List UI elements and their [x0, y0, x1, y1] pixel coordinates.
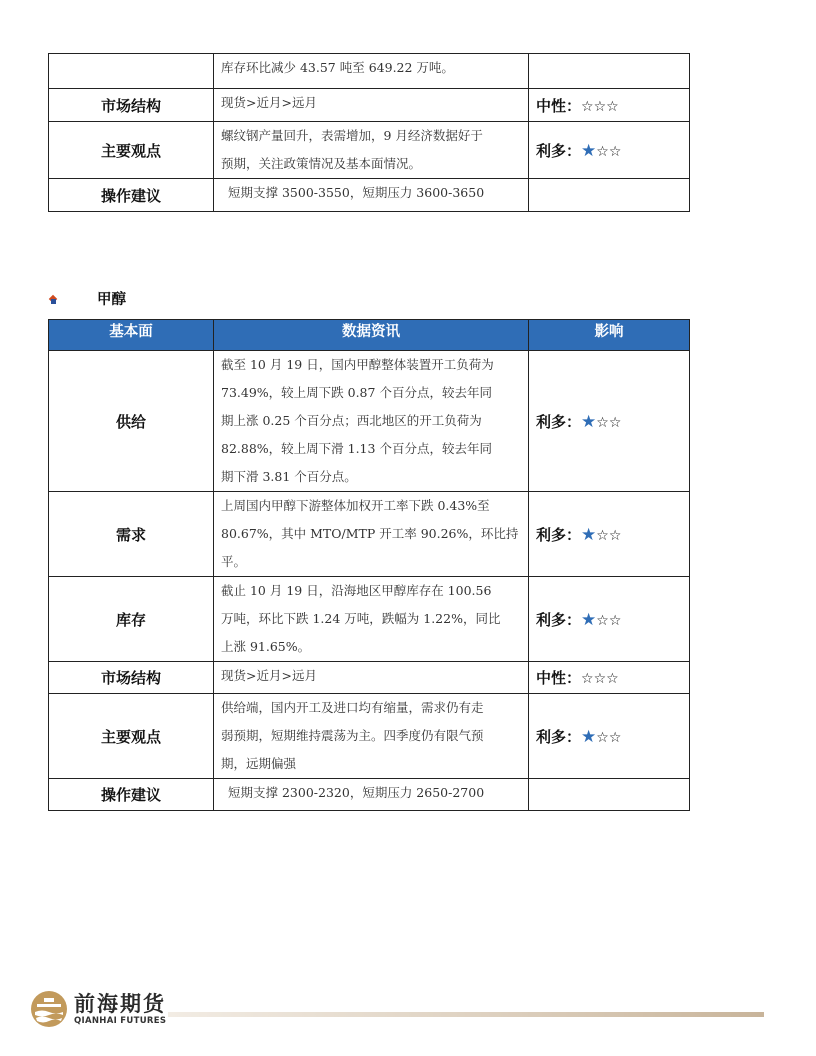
row-impact	[529, 54, 690, 89]
header-fundamentals: 基本面	[49, 320, 214, 351]
empty-star-icon: ☆	[596, 143, 609, 160]
row-content	[214, 492, 529, 577]
content-line: 80.67%，其中 MTO/MTP 开工率 90.26%，环比持	[221, 526, 519, 541]
empty-star-icon: ☆	[596, 527, 609, 544]
filled-star-icon: ★	[581, 726, 597, 747]
content-line: 万吨，环比下跌 1.24 万吨，跌幅为 1.22%，同比	[221, 611, 501, 626]
table-row	[49, 122, 690, 179]
row-impact	[529, 779, 690, 811]
table-row	[49, 179, 690, 212]
row-impact	[529, 662, 690, 694]
empty-star-icon: ☆	[608, 612, 622, 629]
content-line: 上涨 91.65%。	[221, 639, 311, 654]
content-line: 短期支撑 3500-3550，短期压力 3600-3650	[228, 185, 485, 200]
table-row	[49, 779, 690, 811]
empty-star-icon: ☆	[596, 414, 609, 431]
content-line: 供给端，国内开工及进口均有缩量，需求仍有走	[221, 700, 484, 715]
impact-label: 利多：	[536, 141, 582, 160]
row-label: 主要观点	[49, 694, 214, 779]
row-impact	[529, 122, 690, 179]
content-line: 82.88%，较上周下滑 1.13 个百分点，较去年同	[221, 441, 492, 456]
table-row	[49, 694, 690, 779]
content-line: 现货>近月>远月	[221, 95, 317, 110]
impact-label: 中性：	[536, 96, 582, 115]
company-logo	[30, 990, 166, 1028]
methanol-analysis-table	[48, 319, 690, 811]
methanol-section-heading	[48, 288, 126, 309]
content-line: 期上涨 0.25 个百分点；西北地区的开工负荷为	[221, 413, 482, 428]
row-label: 需求	[49, 492, 214, 577]
filled-star-icon: ★	[581, 140, 597, 161]
table-row	[49, 662, 690, 694]
content-line: 期下滑 3.81 个百分点。	[221, 469, 357, 484]
impact-label: 利多：	[536, 412, 582, 431]
section-title: 甲醇	[97, 292, 126, 308]
content-line: 螺纹钢产量回升，表需增加，9 月经济数据好于	[221, 128, 483, 143]
table-row	[49, 492, 690, 577]
content-line: 现货>近月>远月	[221, 668, 317, 683]
filled-star-icon: ★	[581, 411, 597, 432]
table-row	[49, 351, 690, 492]
steel-analysis-table	[48, 53, 690, 212]
row-impact	[529, 89, 690, 122]
row-impact	[529, 577, 690, 662]
row-content	[214, 779, 529, 811]
row-content	[214, 662, 529, 694]
content-line: 期，远期偏强	[221, 756, 297, 771]
content-line: 截止 10 月 19 日，沿海地区甲醇库存在 100.56	[221, 583, 492, 598]
empty-star-icon: ☆	[593, 98, 607, 115]
impact-label: 利多：	[536, 610, 582, 629]
empty-star-icon: ☆	[608, 143, 622, 160]
bullet-icon	[48, 294, 58, 304]
content-line: 上周国内甲醇下游整体加权开工率下跌 0.43%至	[221, 498, 490, 513]
content-line: 弱预期，短期维持震荡为主。四季度仍有限气预	[221, 728, 484, 743]
logo-chinese-name: 前海期货	[74, 990, 166, 1016]
filled-star-icon: ★	[581, 609, 597, 630]
row-content	[214, 577, 529, 662]
footer-divider	[168, 1012, 764, 1017]
row-impact	[529, 694, 690, 779]
row-content	[214, 122, 529, 179]
empty-star-icon: ☆	[596, 729, 609, 746]
row-label: 主要观点	[49, 122, 214, 179]
table-row	[49, 577, 690, 662]
row-content	[214, 351, 529, 492]
table-header-row	[49, 320, 690, 351]
impact-label: 利多：	[536, 525, 582, 544]
qianhai-logo-icon	[30, 990, 68, 1028]
header-impact: 影响	[529, 320, 690, 351]
row-label: 市场结构	[49, 662, 214, 694]
row-content	[214, 54, 529, 89]
content-line: 平。	[221, 554, 247, 569]
row-label: 供给	[49, 351, 214, 492]
row-label: 库存	[49, 577, 214, 662]
content-line: 短期支撑 2300-2320，短期压力 2650-2700	[228, 785, 485, 800]
empty-star-icon: ☆	[596, 612, 609, 629]
table-row	[49, 54, 690, 89]
empty-star-icon: ☆	[608, 527, 622, 544]
empty-star-icon: ☆	[606, 98, 619, 115]
row-content	[214, 89, 529, 122]
empty-star-icon: ☆	[606, 671, 619, 687]
empty-star-icon: ☆	[581, 98, 594, 115]
content-line: 库存环比减少 43.57 吨至 649.22 万吨。	[221, 60, 454, 75]
table-row	[49, 89, 690, 122]
row-label	[49, 54, 214, 89]
row-label: 市场结构	[49, 89, 214, 122]
content-line: 截至 10 月 19 日，国内甲醇整体装置开工负荷为	[221, 357, 494, 372]
logo-english-name: QIANHAI FUTURES	[74, 1015, 167, 1026]
filled-star-icon: ★	[581, 524, 597, 545]
row-content	[214, 179, 529, 212]
row-impact	[529, 179, 690, 212]
content-line: 预期，关注政策情况及基本面情况。	[221, 156, 422, 171]
row-label: 操作建议	[49, 179, 214, 212]
header-data-info: 数据资讯	[214, 320, 529, 351]
impact-label: 中性：	[536, 669, 582, 687]
empty-star-icon: ☆	[608, 414, 622, 431]
empty-star-icon: ☆	[593, 671, 607, 687]
impact-label: 利多：	[536, 727, 582, 746]
empty-star-icon: ☆	[608, 729, 622, 746]
row-impact	[529, 351, 690, 492]
empty-star-icon: ☆	[581, 671, 594, 687]
content-line: 73.49%，较上周下跌 0.87 个百分点，较去年同	[221, 385, 492, 400]
row-impact	[529, 492, 690, 577]
row-content	[214, 694, 529, 779]
row-label: 操作建议	[49, 779, 214, 811]
